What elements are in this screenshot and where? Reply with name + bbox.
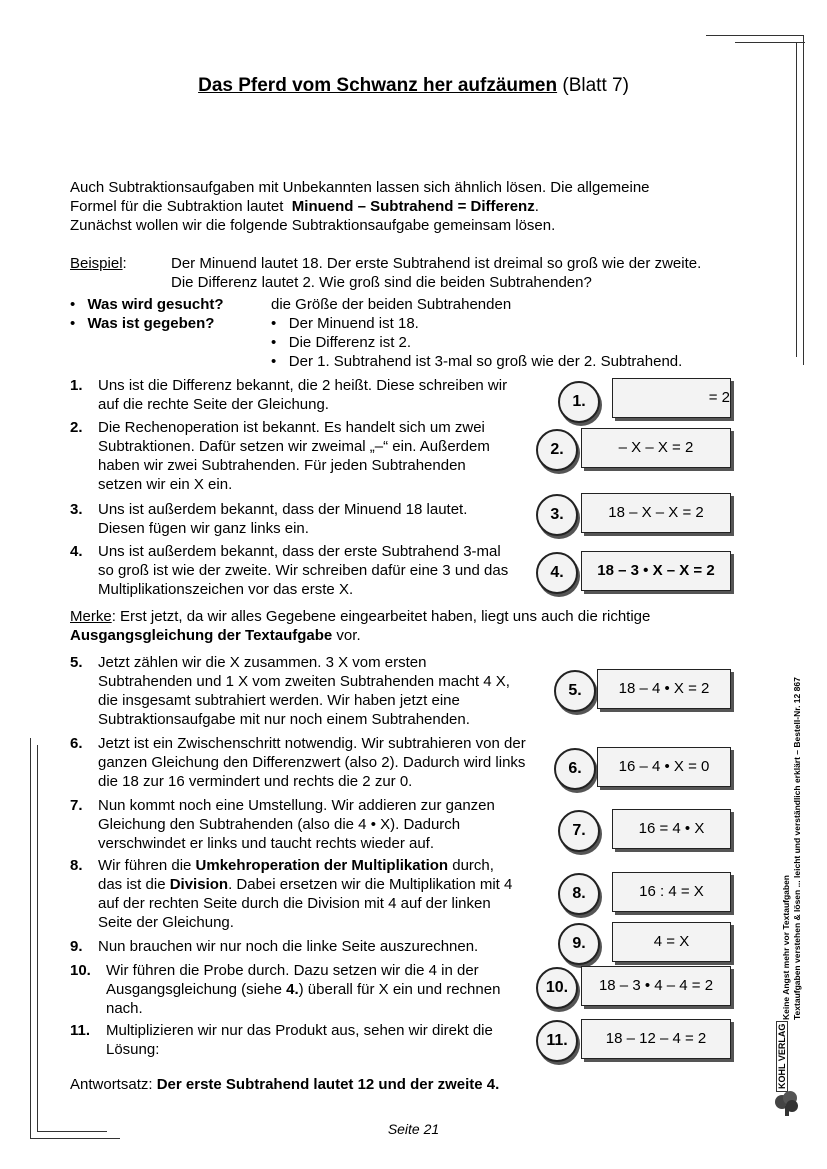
merke-label: Merke <box>70 608 112 625</box>
step-8-mid: durch, das ist die <box>98 857 494 893</box>
step-number: 10. <box>70 962 91 979</box>
equation-box-7: 16 = 4 • X <box>612 809 731 849</box>
step-2 <box>70 418 500 494</box>
step-text <box>98 856 520 932</box>
example-line-2: Die Differenz lautet 2. Wie groß sind die beiden Subtrahenden? <box>171 274 592 291</box>
sidebar-line-1: Keine Angst mehr vor Textaufgaben <box>781 875 791 1020</box>
step-8-post: . Dabei ersetzen wir die Multiplikation mit 4 auf der rechten Seite durch die Division mit 4 auf der linken Seite der Gleichung. <box>98 876 513 931</box>
intro-formula: Minuend – Subtrahend = Differenz <box>291 198 535 215</box>
frame-left-line-2 <box>37 745 38 1131</box>
tree-icon <box>772 1088 802 1118</box>
intro-line-2-prefix: Formel für die Subtraktion lautet <box>70 198 284 215</box>
step-text: Uns ist die Differenz bekannt, die 2 heißt. Diese schreiben wir auf die rechte Seite der Gleichung. <box>98 377 508 413</box>
step-11 <box>70 1021 530 1059</box>
step-number: 2. <box>70 419 83 436</box>
equation-box-10: 18 – 3 • 4 – 4 = 2 <box>581 966 731 1006</box>
equation-circle-11: 11. <box>536 1020 578 1062</box>
merke-bold: Ausgangsgleichung der Textaufgabe <box>70 627 333 644</box>
frame-left-line <box>30 738 31 1138</box>
step-1 <box>70 376 520 414</box>
equation-circle-4: 4. <box>536 552 578 594</box>
equation-box-1: = 2 <box>612 378 731 418</box>
example-label-colon: : <box>122 255 127 272</box>
page-number: Seite 21 <box>387 1121 440 1137</box>
step-10-pre: Wir führen die Probe durch. Dazu setzen wir die 4 in der Ausgangsgleichung (siehe <box>106 962 479 998</box>
question-2-label: Was ist gegeben? <box>87 315 215 332</box>
step-text: Uns ist außerdem bekannt, dass der Minuend 18 lautet. Diesen fügen wir ganz links ein. <box>98 501 468 537</box>
step-number: 9. <box>70 938 83 955</box>
equation-circle-8: 8. <box>558 873 600 915</box>
answer-sentence <box>70 1075 499 1094</box>
step-10 <box>70 961 510 1018</box>
question-1 <box>70 295 224 314</box>
equation-box-11: 18 – 12 – 4 = 2 <box>581 1019 731 1059</box>
question-1-label: Was wird gesucht? <box>87 296 224 313</box>
step-text: Nun brauchen wir nur noch die linke Seite auszurechnen. <box>98 938 479 955</box>
step-10-bold: 4. <box>286 981 299 998</box>
step-5 <box>70 653 510 729</box>
given-item: • Die Differenz ist 2. <box>271 334 412 351</box>
step-text: Die Rechenoperation ist bekannt. Es handelt sich um zwei Subtraktionen. Dafür setzen wir zweimal „–“ ein. Außerdem haben wir zwei Subtrahenden. Für jeden Subtrahenden setzen wir ein X ein. <box>98 419 490 493</box>
equation-box-6: 16 – 4 • X = 0 <box>597 747 731 787</box>
title-main: Das Pferd vom Schwanz her aufzäumen <box>198 75 558 96</box>
intro <box>70 178 760 235</box>
step-7 <box>70 796 520 853</box>
step-number: 6. <box>70 735 83 752</box>
bullet: • <box>70 296 76 313</box>
step-text: Jetzt ist ein Zwischenschritt notwendig. Wir subtrahieren von der ganzen Gleichung den Differenzwert (also 2). Dadurch wird links die 18 zur 16 vermindert und rechts die 2 zur 0. <box>98 735 526 790</box>
step-number: 4. <box>70 543 83 560</box>
step-text: Nun kommt noch eine Umstellung. Wir addieren zur ganzen Gleichung den Subtrahenden (also die 4 • X). Dadurch verschwindet er links und taucht rechts wieder auf. <box>98 797 495 852</box>
equation-box-3: 18 – X – X = 2 <box>581 493 731 533</box>
step-4 <box>70 542 510 599</box>
frame-top-line-2 <box>735 42 805 43</box>
step-number: 11. <box>70 1022 91 1039</box>
step-number: 8. <box>70 857 83 874</box>
step-8-pre: Wir führen die <box>98 857 196 874</box>
given-item: • Der Minuend ist 18. <box>271 315 419 332</box>
equation-circle-5: 5. <box>554 670 596 712</box>
merke-text: : Erst jetzt, da wir alles Gegebene eingearbeitet haben, liegt uns auch die richtige <box>111 608 651 625</box>
step-6 <box>70 734 530 791</box>
answer-text: Der erste Subtrahend lautet 12 und der zweite 4. <box>156 1076 500 1093</box>
step-text <box>106 961 510 1018</box>
question-2 <box>70 314 214 333</box>
answer-1: die Größe der beiden Subtrahenden <box>271 296 512 313</box>
given-item-text: Die Differenz ist 2. <box>288 334 412 351</box>
sidebar-line-2: Textaufgaben verstehen & lösen ... leicht und verständlich erklärt – Bestell-Nr. 12 867 <box>792 677 802 1020</box>
step-8 <box>70 856 520 932</box>
equation-circle-6: 6. <box>554 748 596 790</box>
bullet: • <box>70 315 76 332</box>
frame-bottom-line <box>30 1138 120 1139</box>
equation-box-8: 16 : 4 = X <box>612 872 731 912</box>
intro-line-2 <box>70 197 760 216</box>
example-label <box>70 254 127 273</box>
equation-box-9: 4 = X <box>612 922 731 962</box>
given-item-text: Der 1. Subtrahend ist 3-mal so groß wie der 2. Subtrahend. <box>288 353 683 370</box>
answer-label: Antwortsatz: <box>70 1076 157 1093</box>
equation-box-5: 18 – 4 • X = 2 <box>597 669 731 709</box>
step-number: 7. <box>70 797 83 814</box>
publisher-name: KOHL VERLAG <box>776 1021 788 1092</box>
merke-note <box>70 607 760 645</box>
given-list <box>271 314 682 371</box>
step-9 <box>70 937 520 956</box>
page-title <box>0 75 827 97</box>
step-10-post: ) überall für X ein und rechnen nach. <box>106 981 501 1017</box>
equation-circle-2: 2. <box>536 429 578 471</box>
example-label-text: Beispiel <box>70 255 123 272</box>
step-number: 1. <box>70 377 83 394</box>
equation-circle-3: 3. <box>536 494 578 536</box>
step-3 <box>70 500 500 538</box>
step-8-bold-1: Umkehroperation der Multiplikation <box>195 857 449 874</box>
publisher-logo <box>776 1023 806 1115</box>
example-text <box>171 254 771 292</box>
given-item: • Der 1. Subtrahend ist 3-mal so groß wie der 2. Subtrahend. <box>271 353 683 370</box>
merke-end: vor. <box>332 627 361 644</box>
intro-line-1: Auch Subtraktionsaufgaben mit Unbekannten lassen sich ähnlich lösen. Die allgemeine <box>70 179 650 196</box>
title-suffix: (Blatt 7) <box>562 75 629 96</box>
step-number: 5. <box>70 654 83 671</box>
equation-circle-7: 7. <box>558 810 600 852</box>
step-text: Uns ist außerdem bekannt, dass der erste Subtrahend 3-mal so groß ist wie der zweite. Wir schreiben dafür eine 3 und das Multiplikationszeichen vor das erste X. <box>98 543 509 598</box>
equation-circle-9: 9. <box>558 923 600 965</box>
intro-line-2-end: . <box>534 198 539 215</box>
frame-top-line <box>706 35 804 36</box>
step-text: Multiplizieren wir nur das Produkt aus, sehen wir direkt die Lösung: <box>106 1022 493 1058</box>
step-text: Jetzt zählen wir die X zusammen. 3 X vom ersten Subtrahenden und 1 X vom zweiten Subtrahenden macht 4 X, die insgesamt subtrahiert werden. Wir haben jetzt eine Subtraktionsaufgabe mit nur noch einem Subtrahenden. <box>98 654 510 728</box>
equation-box-4: 18 – 3 • X – X = 2 <box>581 551 731 591</box>
step-number: 3. <box>70 501 83 518</box>
given-item-text: Der Minuend ist 18. <box>288 315 419 332</box>
example-line-1: Der Minuend lautet 18. Der erste Subtrahend ist dreimal so groß wie der zweite. <box>171 255 702 272</box>
equation-box-2: – X – X = 2 <box>581 428 731 468</box>
step-8-bold-2: Division <box>169 876 229 893</box>
equation-circle-10: 10. <box>536 967 578 1009</box>
equation-circle-1: 1. <box>558 381 600 423</box>
intro-line-3: Zunächst wollen wir die folgende Subtraktionsaufgabe gemeinsam lösen. <box>70 217 556 234</box>
